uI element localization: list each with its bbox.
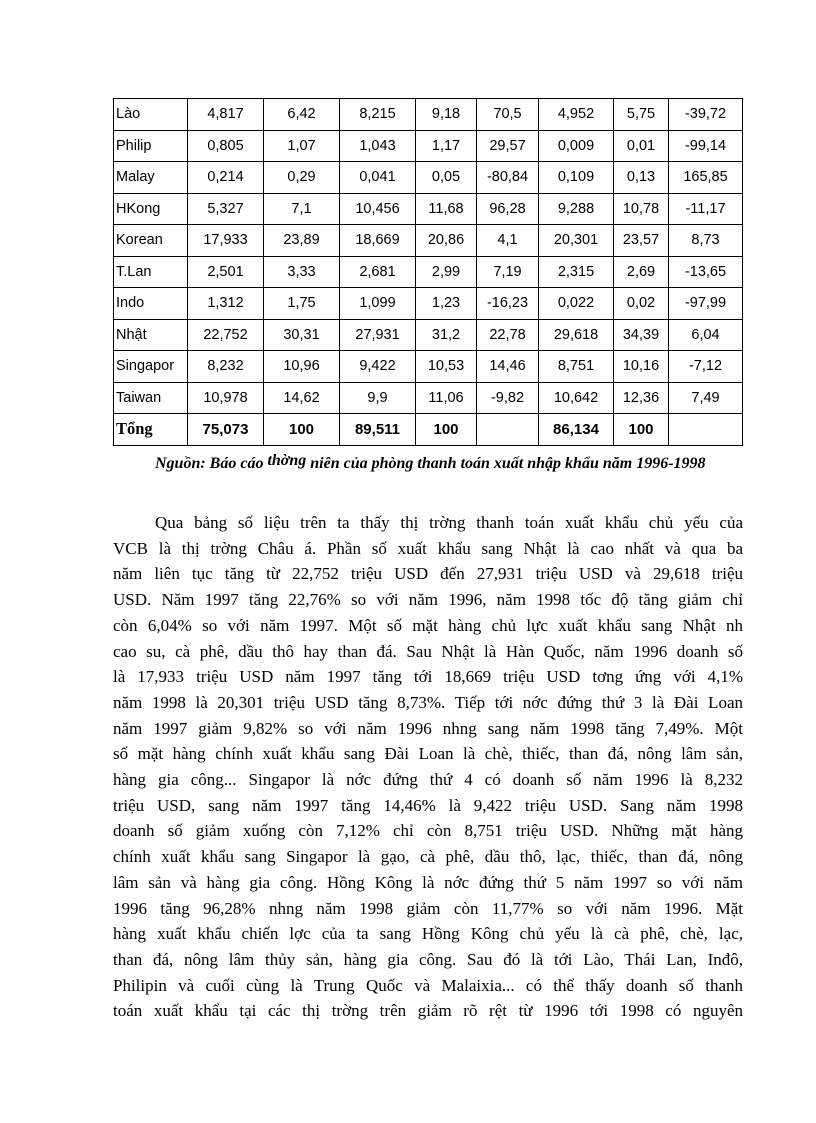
table-cell: 70,5 <box>477 99 539 131</box>
body-text-line: 1996 tăng 96,28% nhng năm 1998 giảm còn 11,77% so với năm 1996. Mặt <box>113 898 743 918</box>
table-cell: 2,99 <box>416 256 477 288</box>
table-cell: 75,073 <box>188 414 264 446</box>
source-part2: thờng <box>267 452 307 469</box>
table-cell: 22,752 <box>188 319 264 351</box>
table-cell: -99,14 <box>669 130 743 162</box>
table-row-label: Lào <box>114 99 188 131</box>
table-cell: 10,642 <box>539 382 614 414</box>
table-cell: 8,232 <box>188 351 264 383</box>
body-text-line: số mặt hàng chính xuất khẩu sang Đài Loan là chè, thiếc, than đá, nông lâm sản, <box>113 744 743 764</box>
table-cell: 0,214 <box>188 162 264 194</box>
table-cell: -11,17 <box>669 193 743 225</box>
table-cell: 2,315 <box>539 256 614 288</box>
table-cell: 29,57 <box>477 130 539 162</box>
table-row-label: Malay <box>114 162 188 194</box>
table-cell: 29,618 <box>539 319 614 351</box>
table-cell: 0,13 <box>614 162 669 194</box>
table-cell: 31,2 <box>416 319 477 351</box>
body-text-line: năm liên tục tăng từ 22,752 triệu USD đến 27,931 triệu USD và 29,618 triệu <box>113 564 743 584</box>
table-row <box>114 162 743 194</box>
table-cell: -97,99 <box>669 288 743 320</box>
table-row-label: Indo <box>114 288 188 320</box>
table-cell: 0,041 <box>340 162 416 194</box>
table-cell: 9,18 <box>416 99 477 131</box>
table-cell: 1,17 <box>416 130 477 162</box>
table-cell: 23,89 <box>264 225 340 257</box>
body-text-line: toán xuất khẩu tại các thị trờng trên giảm rõ rệt từ 1996 tới 1998 có nguyên <box>113 1001 743 1021</box>
table-row <box>114 256 743 288</box>
table-cell <box>669 414 743 446</box>
table-cell: 2,681 <box>340 256 416 288</box>
table-total-row <box>114 414 743 446</box>
source-part3: niên của phòng thanh toán xuất nhập khẩu năm 1996-1998 <box>306 455 706 472</box>
table-cell: 1,07 <box>264 130 340 162</box>
table-cell: 14,46 <box>477 351 539 383</box>
table-cell: -13,65 <box>669 256 743 288</box>
table-cell: 86,134 <box>539 414 614 446</box>
table-cell: 10,456 <box>340 193 416 225</box>
table-row-label: Nhật <box>114 319 188 351</box>
table-cell: 17,933 <box>188 225 264 257</box>
table-cell: 7,19 <box>477 256 539 288</box>
body-text-line: hàng gia công... Singapor là nớc đứng thứ 4 có doanh số năm 1996 là 8,232 <box>113 770 743 790</box>
table-cell: 0,009 <box>539 130 614 162</box>
source-part1: Nguồn: Báo cáo <box>155 455 264 472</box>
table-cell: 22,78 <box>477 319 539 351</box>
table-cell: -9,82 <box>477 382 539 414</box>
table-cell: 8,751 <box>539 351 614 383</box>
table-cell: 100 <box>614 414 669 446</box>
table-cell: 0,05 <box>416 162 477 194</box>
table-row-label: T.Lan <box>114 256 188 288</box>
table-row <box>114 130 743 162</box>
table-cell: 6,04 <box>669 319 743 351</box>
export-market-table <box>113 98 743 446</box>
table-cell: 10,53 <box>416 351 477 383</box>
table-row <box>114 193 743 225</box>
table-cell: 5,75 <box>614 99 669 131</box>
table-cell: 30,31 <box>264 319 340 351</box>
table-cell: 1,312 <box>188 288 264 320</box>
table-cell: 8,73 <box>669 225 743 257</box>
table-row <box>114 225 743 257</box>
body-text-line: hàng xuất khẩu chiến lợc của ta sang Hồng Kông chủ yếu là cà phê, chè, lạc, <box>113 924 743 944</box>
table-cell: 165,85 <box>669 162 743 194</box>
body-text-line: năm 1997 giảm 9,82% so với năm 1996 nhng sang năm 1998 tăng 7,49%. Một <box>113 718 743 738</box>
body-text-line: cao su, cà phê, dầu thô hay than đá. Sau Nhật là Hàn Quốc, năm 1996 doanh số <box>113 641 743 661</box>
table-cell: 3,33 <box>264 256 340 288</box>
table-cell: 0,805 <box>188 130 264 162</box>
table-cell: -80,84 <box>477 162 539 194</box>
source-caption <box>113 453 743 474</box>
body-text-line: chính xuất khẩu sang Singapor là gạo, cà phê, dầu thô, lạc, thiếc, than đá, nông <box>113 847 743 867</box>
table-row <box>114 288 743 320</box>
table-cell: 8,215 <box>340 99 416 131</box>
table-cell: 9,288 <box>539 193 614 225</box>
table-cell: 20,301 <box>539 225 614 257</box>
table-cell: -39,72 <box>669 99 743 131</box>
body-text-line: than đá, nông lâm thủy sản, hàng gia công. Sau đó là tới Lào, Thái Lan, Inđô, <box>113 949 743 969</box>
table-row <box>114 319 743 351</box>
table-cell: 11,06 <box>416 382 477 414</box>
table-cell: 96,28 <box>477 193 539 225</box>
table-cell: 7,49 <box>669 382 743 414</box>
table-cell: 0,022 <box>539 288 614 320</box>
table-cell: 100 <box>264 414 340 446</box>
body-text-line: Philipin và cuối cùng là Trung Quốc và Malaixia... có thể thấy doanh số thanh <box>113 975 743 995</box>
body-text-line: năm 1998 là 20,301 triệu USD tăng 8,73%. Tiếp tới nớc đứng thứ 3 là Đài Loan <box>113 692 743 712</box>
table-row-label: Philip <box>114 130 188 162</box>
table-row-label: Taiwan <box>114 382 188 414</box>
table-cell: -16,23 <box>477 288 539 320</box>
table-cell: 10,96 <box>264 351 340 383</box>
table-row <box>114 99 743 131</box>
body-paragraph <box>113 510 743 1024</box>
table-cell: 0,01 <box>614 130 669 162</box>
table-cell: 0,109 <box>539 162 614 194</box>
table-body <box>114 99 743 446</box>
table-cell: 10,978 <box>188 382 264 414</box>
table-cell: 0,02 <box>614 288 669 320</box>
table-cell: 7,1 <box>264 193 340 225</box>
table-cell: 4,1 <box>477 225 539 257</box>
table-cell: 4,817 <box>188 99 264 131</box>
table-row-label: Tổng <box>114 414 188 446</box>
table-row-label: HKong <box>114 193 188 225</box>
body-text-line: là 17,933 triệu USD năm 1997 tăng tới 18,669 triệu USD tơng ứng với 4,1% <box>113 667 743 687</box>
table-cell: 10,16 <box>614 351 669 383</box>
table-cell <box>477 414 539 446</box>
table-cell: 14,62 <box>264 382 340 414</box>
table-cell: 2,501 <box>188 256 264 288</box>
body-text-line: Qua bảng số liệu trên ta thấy thị trờng thanh toán xuất khẩu chủ yếu của <box>155 513 743 532</box>
table-cell: 89,511 <box>340 414 416 446</box>
body-text-line: triệu USD, sang năm 1997 tăng 14,46% là 9,422 triệu USD. Sang năm 1998 <box>113 795 743 815</box>
table-cell: 9,9 <box>340 382 416 414</box>
table-cell: 6,42 <box>264 99 340 131</box>
table-cell: 23,57 <box>614 225 669 257</box>
table-cell: 1,043 <box>340 130 416 162</box>
body-text-line: doanh số giảm xuống còn 7,12% chỉ còn 8,751 triệu USD. Những mặt hàng <box>113 821 743 841</box>
table-row <box>114 382 743 414</box>
body-text-line: còn 6,04% so với năm 1997. Một số mặt hàng chủ lực xuất khẩu sang Nhật nh <box>113 615 743 635</box>
table-cell: 27,931 <box>340 319 416 351</box>
table-cell: 5,327 <box>188 193 264 225</box>
table-cell: 11,68 <box>416 193 477 225</box>
table-cell: 20,86 <box>416 225 477 257</box>
table-cell: 100 <box>416 414 477 446</box>
table-cell: 10,78 <box>614 193 669 225</box>
table-cell: 1,75 <box>264 288 340 320</box>
body-text-line: USD. Năm 1997 tăng 22,76% so với năm 1996, năm 1998 tốc độ tăng giảm chỉ <box>113 590 743 610</box>
body-text-line: VCB là thị trờng Châu á. Phần số xuất khẩu sang Nhật là cao nhất và qua ba <box>113 538 743 558</box>
table-cell: 34,39 <box>614 319 669 351</box>
table-cell: 12,36 <box>614 382 669 414</box>
table-cell: 2,69 <box>614 256 669 288</box>
table-row-label: Korean <box>114 225 188 257</box>
table-cell: 1,099 <box>340 288 416 320</box>
table-row <box>114 351 743 383</box>
table-cell: 9,422 <box>340 351 416 383</box>
table-cell: -7,12 <box>669 351 743 383</box>
table-cell: 0,29 <box>264 162 340 194</box>
table-cell: 18,669 <box>340 225 416 257</box>
body-text-line: lâm sản và hàng gia công. Hồng Kông là nớc đứng thứ 5 năm 1997 so với năm <box>113 872 743 892</box>
table-cell: 4,952 <box>539 99 614 131</box>
table-row-label: Singapor <box>114 351 188 383</box>
table-cell: 1,23 <box>416 288 477 320</box>
